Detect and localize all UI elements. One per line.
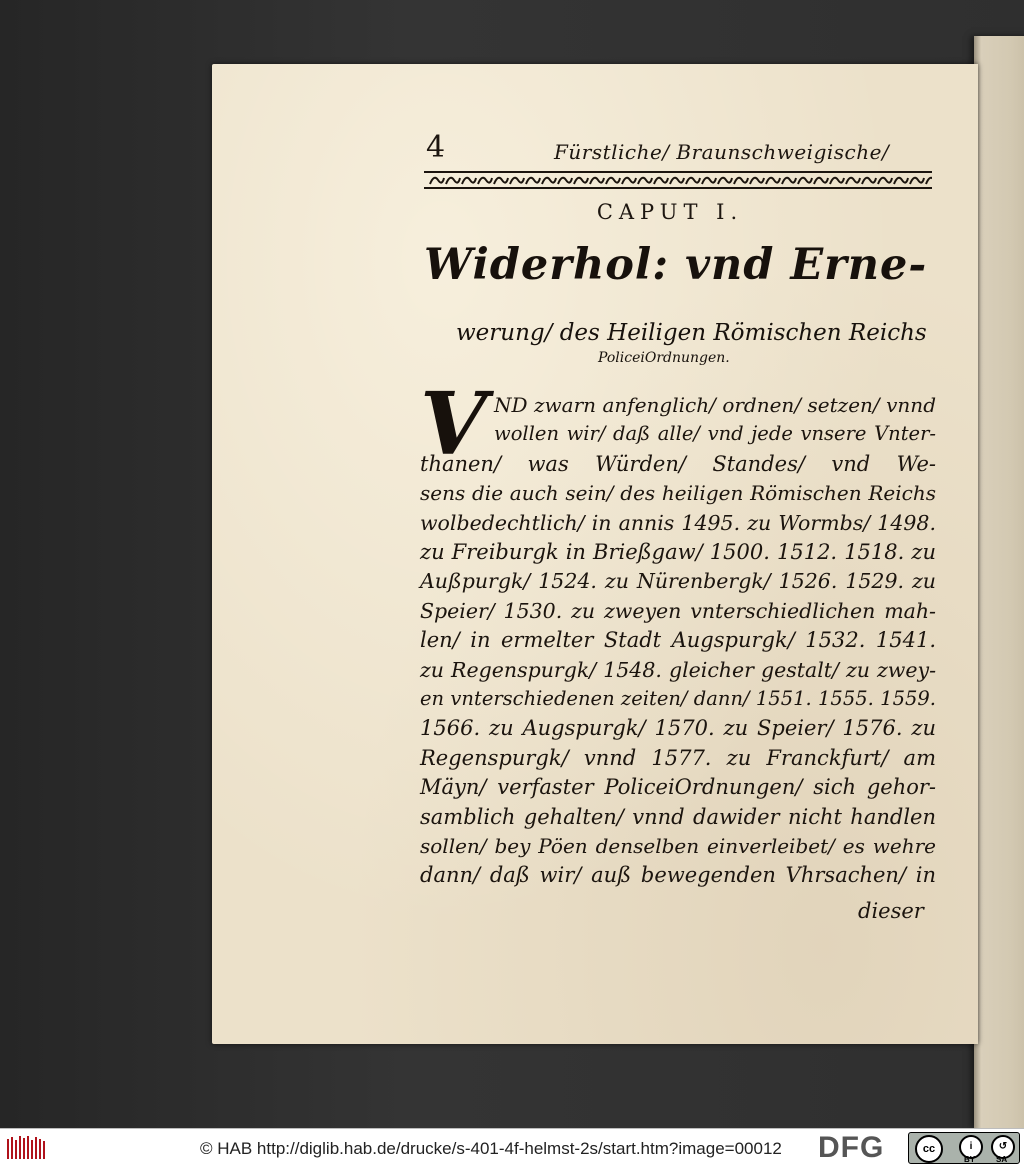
ornament-mark — [798, 178, 812, 184]
ornament-mark — [622, 178, 636, 184]
copyright-link[interactable]: © HAB http://diglib.hab.de/drucke/s-401-4f-helmst-2s/start.htm?image=00012 — [200, 1139, 782, 1158]
ornament-mark — [526, 178, 540, 184]
dfg-logo: DFG — [818, 1131, 885, 1164]
page-number: 4 — [426, 130, 446, 165]
body-text-line: len/ in ermelter Stadt Augspurgk/ 1532. 1541. — [420, 628, 936, 653]
ornament-mark — [430, 178, 444, 184]
ornament-mark — [766, 178, 780, 184]
chapter-subheading-small: PoliceiOrdnungen. — [598, 350, 730, 366]
ornament-mark — [686, 178, 700, 184]
body-text-line: 1566. zu Augspurgk/ 1570. zu Speier/ 1576. zu — [420, 716, 936, 741]
catchword: dieser — [858, 899, 924, 923]
ornament-rule — [424, 170, 932, 190]
body-text-line: zu Freiburgk in Brießgaw/ 1500. 1512. 1518. zu — [420, 540, 936, 564]
body-text-line: ND zwarn anfenglich/ ordnen/ setzen/ vnnd — [494, 393, 936, 417]
sa-label: SA — [996, 1155, 1008, 1164]
ornament-mark — [494, 178, 508, 184]
ornament-mark — [718, 178, 732, 184]
chapter-label: CAPUT I. — [596, 200, 744, 224]
body-text-line: sollen/ bey Pöen denselben einverleibet/ es wehre — [420, 834, 936, 858]
ornament-mark — [542, 178, 556, 184]
ornament-mark — [446, 178, 460, 184]
running-head — [426, 130, 936, 168]
ornament-mark — [478, 178, 492, 184]
ornament-mark — [814, 178, 828, 184]
ornament-mark — [670, 178, 684, 184]
body-text-line: wolbedechtlich/ in annis 1495. zu Wormbs/ 1498. — [420, 510, 936, 535]
ornament-mark — [590, 178, 604, 184]
body-text-line: Regenspurgk/ vnnd 1577. zu Franckfurt/ am — [420, 745, 936, 770]
chapter-subheading: werung/ des Heiligen Römischen Reichs — [456, 320, 927, 346]
drop-cap-initial: V — [420, 374, 487, 475]
body-text-line: zu Regenspurgk/ 1548. gleicher gestalt/ zu zwey- — [420, 657, 936, 682]
by-icon: i — [959, 1135, 983, 1159]
by-label: BY — [964, 1155, 976, 1164]
body-text-line: wollen wir/ daß alle/ vnd jede vnsere Vnter- — [494, 422, 936, 446]
ornament-mark — [846, 178, 860, 184]
ornament-mark — [734, 178, 748, 184]
ornament-mark — [862, 178, 876, 184]
cc-icon: cc — [915, 1135, 943, 1163]
ornament-mark — [606, 178, 620, 184]
ornament-mark — [702, 178, 716, 184]
facing-page-edge — [974, 36, 1024, 1128]
running-title: Fürstliche/ Braunschweigische/ — [554, 140, 890, 164]
ornament-mark — [558, 178, 572, 184]
ornament-mark — [894, 178, 908, 184]
ornament-mark — [878, 178, 892, 184]
ornament-mark — [750, 178, 764, 184]
body-text-line: thanen/ was Würden/ Standes/ vnd We- — [420, 451, 936, 476]
ornament-mark — [654, 178, 668, 184]
body-text-line: dann/ daß wir/ auß bewegenden Vhrsachen/ in — [420, 863, 936, 888]
ornament-mark — [638, 178, 652, 184]
body-text-line: Mäyn/ verfaster PoliceiOrdnungen/ sich gehor- — [420, 775, 936, 800]
ornament-mark — [830, 178, 844, 184]
cc-license-badge[interactable] — [908, 1132, 1020, 1164]
ornament-mark — [782, 178, 796, 184]
hab-logo-icon — [6, 1135, 46, 1161]
ornament-mark — [462, 178, 476, 184]
ornament-mark — [510, 178, 524, 184]
footer-bar — [0, 1128, 1024, 1167]
ornament-mark — [910, 178, 924, 184]
chapter-heading: Widerhol: vnd Erne- — [424, 240, 928, 290]
body-text-line: samblich gehalten/ vnnd dawider nicht handlen — [420, 804, 936, 829]
body-text-line: en vnterschiedenen zeiten/ dann/ 1551. 1555. 1559. — [420, 687, 936, 710]
sa-icon: ↺ — [991, 1135, 1015, 1159]
body-text-line: Außpurgk/ 1524. zu Nürenbergk/ 1526. 1529. zu — [420, 569, 936, 594]
ornament-mark — [926, 178, 932, 184]
body-text-line: sens die auch sein/ des heiligen Römischen Reichs — [420, 481, 936, 506]
body-text-line: Speier/ 1530. zu zweyen vnterschiedlichen mah- — [420, 598, 936, 623]
ornament-mark — [574, 178, 588, 184]
